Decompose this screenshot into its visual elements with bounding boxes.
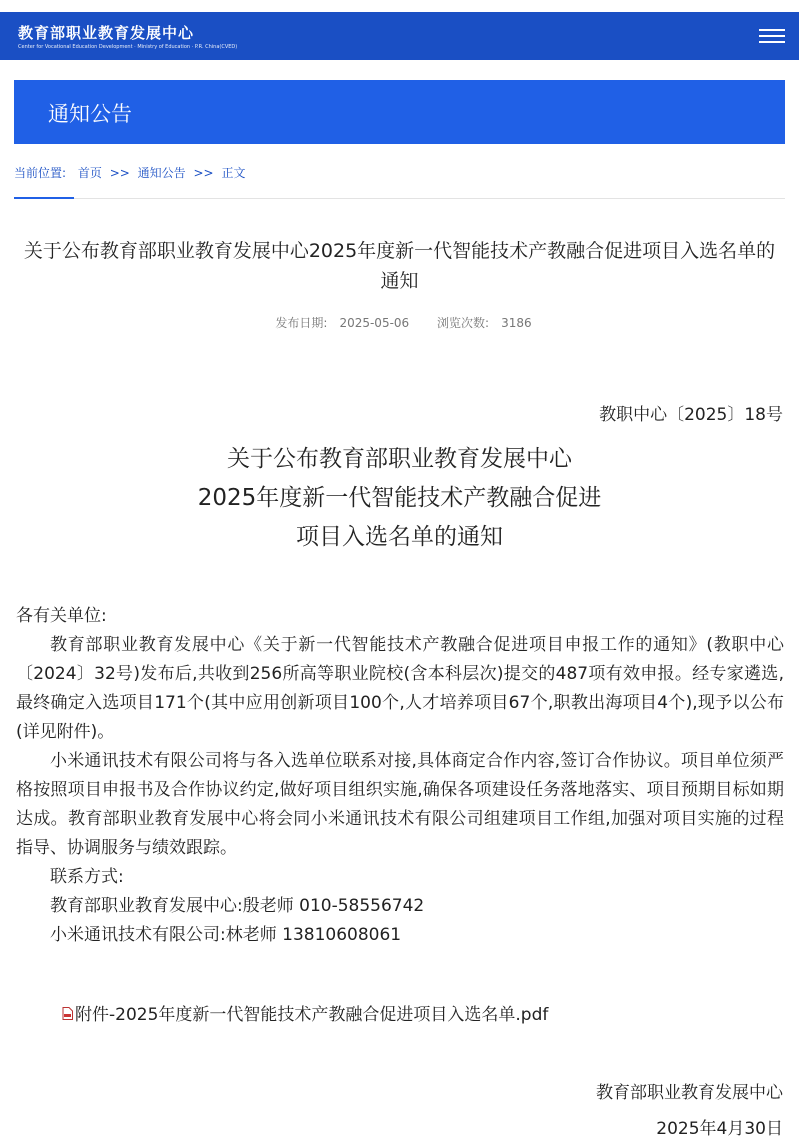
- article-title: 关于公布教育部职业教育发展中心2025年度新一代智能技术产教融合促进项目入选名单的通知: [23, 240, 776, 292]
- breadcrumb-label: 当前位置:: [14, 166, 67, 180]
- view-count-info: [429, 316, 532, 330]
- document-title: [0, 440, 799, 557]
- site-logo-subtitle: Center for Vocational Education Development · Ministry of Education · P.R. China(CVED): [18, 44, 238, 50]
- contact-line: 小米通讯技术有限公司:林老师 13810608061: [50, 925, 402, 945]
- document-title-line: 2025年度新一代智能技术产教融合促进: [197, 485, 602, 511]
- body-paragraph: 小米通讯技术有限公司将与各入选单位联系对接,具体商定合作内容,签订合作协议。项目单位须严格按照项目申报书及合作协议约定,做好项目组织实施,确保各项建设任务落地落实、项目预期目标如期达成。教育部职业教育发展中心将会同小米通讯技术有限公司组建项目工作组,加强对项目实施的过程指导、协调服务与绩效跟踪。: [16, 751, 784, 858]
- menu-bar-line: [759, 35, 785, 37]
- top-header-bar: [0, 12, 799, 60]
- publish-date-label: 发布日期:: [275, 316, 328, 330]
- breadcrumb-notices-link[interactable]: 通知公告: [137, 166, 186, 180]
- document-title-line: 关于公布教育部职业教育发展中心: [227, 446, 572, 472]
- breadcrumb: [14, 164, 245, 181]
- menu-bar-line: [759, 29, 785, 31]
- view-count-label: 浏览次数:: [437, 316, 490, 330]
- breadcrumb-divider: [14, 198, 785, 199]
- section-title: 通知公告: [48, 102, 132, 126]
- breadcrumb-home-link[interactable]: 首页: [77, 166, 102, 180]
- menu-bar-line: [759, 41, 785, 43]
- signature-date: 2025年4月30日: [656, 1119, 783, 1139]
- document-body: [16, 602, 784, 950]
- view-count-value: 3186: [501, 316, 532, 330]
- article-meta: [0, 314, 799, 331]
- breadcrumb-separator: >>: [109, 166, 130, 180]
- breadcrumb-accent-underline: [14, 197, 74, 199]
- publish-date-value: 2025-05-06: [339, 316, 410, 330]
- hamburger-menu-icon[interactable]: [759, 26, 785, 46]
- pdf-file-icon: [62, 1007, 73, 1020]
- section-banner: [14, 80, 785, 144]
- breadcrumb-current: 正文: [221, 166, 246, 180]
- contact-line: 教育部职业教育发展中心:殷老师 010-58556742: [50, 896, 425, 916]
- breadcrumb-separator: >>: [193, 166, 214, 180]
- signature-organization: 教育部职业教育发展中心: [596, 1083, 783, 1103]
- salutation: 各有关单位:: [16, 606, 107, 626]
- site-logo-title[interactable]: 教育部职业教育发展中心: [18, 24, 195, 42]
- body-paragraph: 教育部职业教育发展中心《关于新一代智能技术产教融合促进项目申报工作的通知》(教职中心〔2024〕32号)发布后,共收到256所高等职业院校(含本科层次)提交的487项有效申报。经专家遴选,最终确定入选项目171个(其中应用创新项目100个,人才培养项目67个,职教出海项目4个),现予以公布(详见附件)。: [16, 635, 784, 742]
- document-number: 教职中心〔2025〕18号: [599, 405, 783, 425]
- attachment-filename[interactable]: 附件-2025年度新一代智能技术产教融合促进项目入选名单.pdf: [75, 1005, 549, 1025]
- contact-label: 联系方式:: [50, 867, 124, 887]
- document-title-line: 项目入选名单的通知: [296, 524, 503, 550]
- attachment-link[interactable]: [62, 1000, 548, 1025]
- publish-date-info: [267, 316, 409, 330]
